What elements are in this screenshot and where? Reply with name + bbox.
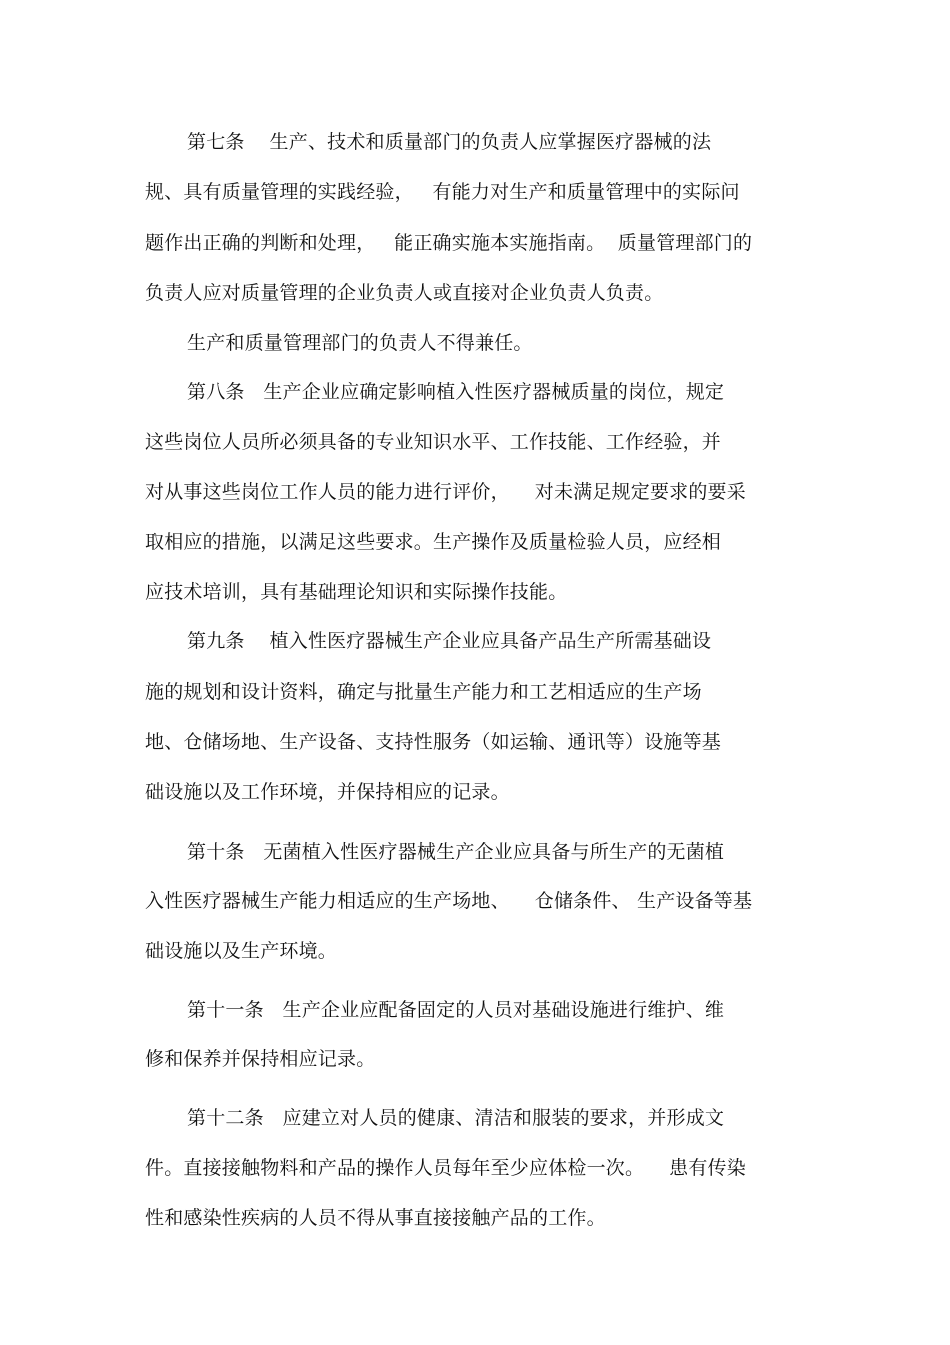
article-9-line-4: 础设施以及工作环境，并保持相应的记录。	[145, 781, 510, 803]
article-9-line-2: 施的规划和设计资料，确定与批量生产能力和工艺相适应的生产场	[145, 681, 702, 703]
article-11-line-2: 修和保养并保持相应记录。	[145, 1048, 376, 1070]
article-8-line-3: 对从事这些岗位工作人员的能力进行评价， 对未满足规定要求的要采	[145, 481, 746, 503]
article-10-line-1: 第十条 无菌植入性医疗器械生产企业应具备与所生产的无菌植	[187, 841, 725, 863]
article-8-line-1: 第八条 生产企业应确定影响植入性医疗器械质量的岗位，规定	[187, 381, 725, 403]
article-8-line-2: 这些岗位人员所必须具备的专业知识水平、工作技能、工作经验，并	[145, 431, 722, 453]
article-8-line-4: 取相应的措施，以满足这些要求。生产操作及质量检验人员，应经相	[145, 531, 722, 553]
article-8-line-5: 应技术培训，具有基础理论知识和实际操作技能。	[145, 581, 568, 603]
article-10-line-2: 入性医疗器械生产能力相适应的生产场地、 仓储条件、 生产设备等基	[145, 890, 753, 912]
article-12-line-1: 第十二条 应建立对人员的健康、清洁和服装的要求，并形成文	[187, 1107, 725, 1129]
article-7-line-2: 规、具有质量管理的实践经验， 有能力对生产和质量管理中的实际问	[145, 181, 740, 203]
article-12-line-2: 件。直接接触物料和产品的操作人员每年至少应体检一次。 患有传染	[145, 1157, 746, 1179]
article-7-line-1: 第七条 生产、技术和质量部门的负责人应掌握医疗器械的法	[187, 131, 712, 153]
article-7-line-3: 题作出正确的判断和处理， 能正确实施本实施指南。 质量管理部门的	[145, 232, 753, 254]
article-12-line-3: 性和感染性疾病的人员不得从事直接接触产品的工作。	[145, 1207, 606, 1229]
article-7-line-5: 生产和质量管理部门的负责人不得兼任。	[187, 332, 533, 354]
article-7-line-4: 负责人应对质量管理的企业负责人或直接对企业负责人负责。	[145, 282, 664, 304]
article-10-line-3: 础设施以及生产环境。	[145, 940, 338, 962]
article-11-line-1: 第十一条 生产企业应配备固定的人员对基础设施进行维护、维	[187, 999, 725, 1021]
article-9-line-3: 地、仓储场地、生产设备、支持性服务（如运输、通讯等）设施等基	[145, 731, 722, 753]
article-9-line-1: 第九条 植入性医疗器械生产企业应具备产品生产所需基础设	[187, 630, 712, 652]
